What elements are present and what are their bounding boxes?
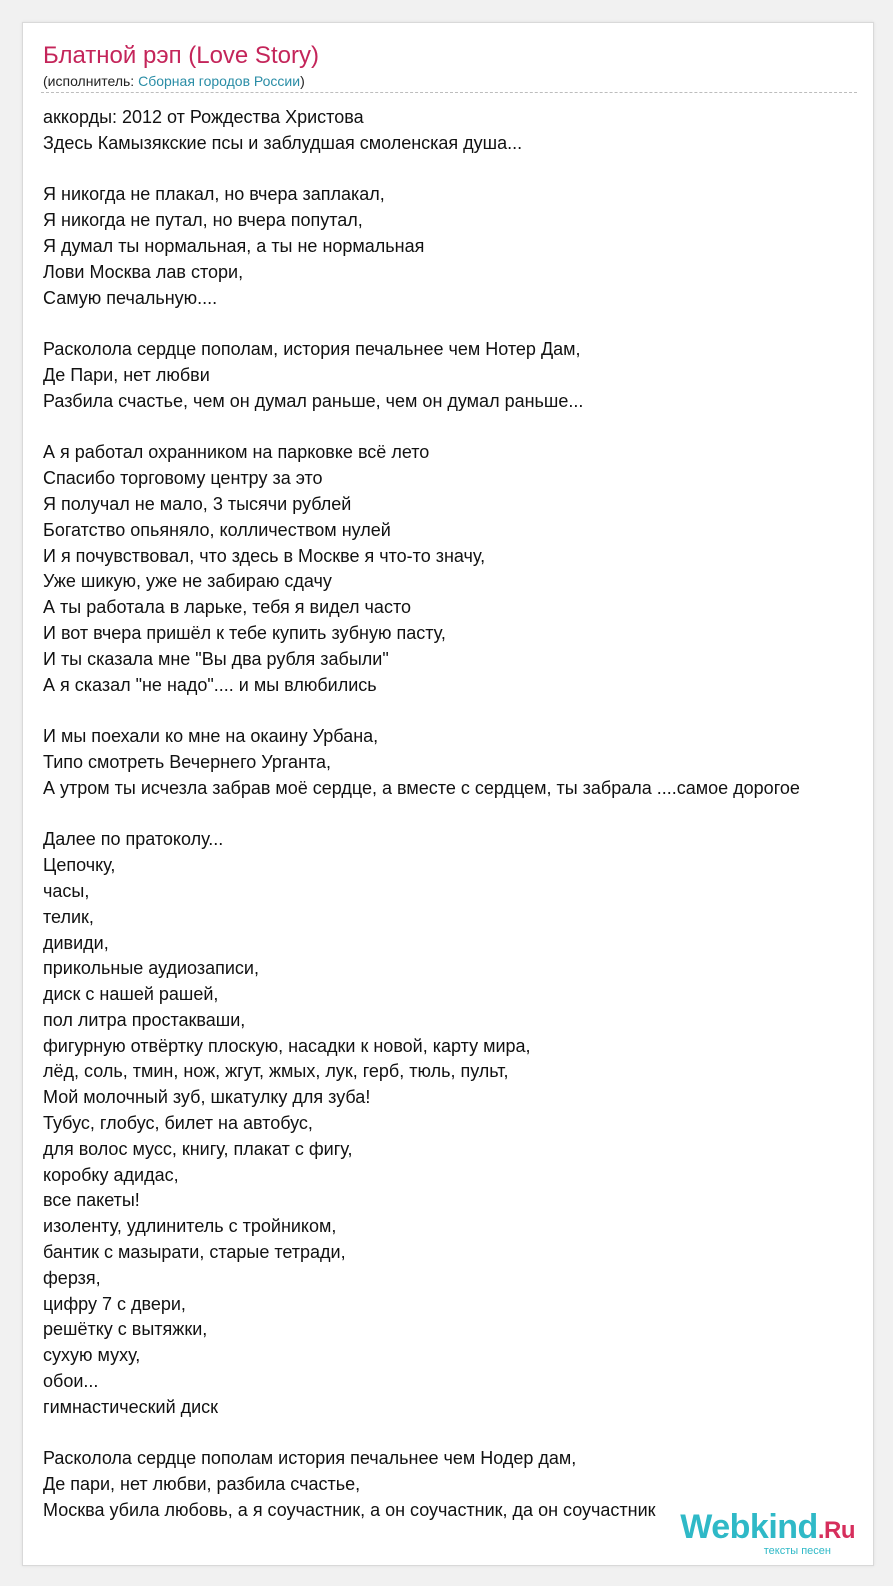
lyric-line xyxy=(43,802,874,828)
artist-byline xyxy=(43,72,305,90)
lyric-line: Спасибо торговому центру за это xyxy=(43,468,323,489)
lyric-line: бантик с мазырати, старые тетради, xyxy=(43,1242,346,1263)
lyric-line: пол литра простакваши, xyxy=(43,1009,246,1030)
webkind-brand-name: Webkind xyxy=(680,1508,818,1546)
lyric-line: Я получал не мало, 3 тысячи рублей xyxy=(43,493,352,514)
webkind-brand xyxy=(680,1510,855,1548)
lyric-line: лёд, соль, тмин, нож, жгут, жмых, лук, герб, тюль, пульт, xyxy=(43,1061,509,1082)
lyric-line: Далее по пратоколу... xyxy=(43,829,224,850)
lyric-line: Я думал ты нормальная, а ты не нормальная xyxy=(43,235,425,256)
lyric-line: Лови Москва лав стори, xyxy=(43,261,244,282)
lyric-line xyxy=(43,311,874,337)
lyric-line: коробку адидас, xyxy=(43,1164,179,1185)
lyric-line: Де Пари, нет любви xyxy=(43,364,210,385)
lyric-line: И вот вчера пришёл к тебе купить зубную пасту, xyxy=(43,622,446,643)
byline-suffix: ) xyxy=(300,73,305,89)
lyric-line: часы, xyxy=(43,880,90,901)
lyrics-text xyxy=(43,105,874,1524)
lyric-line: Уже шикую, уже не забираю сдачу xyxy=(43,571,332,592)
lyric-line: ферзя, xyxy=(43,1267,101,1288)
lyric-line: фигурную отвёртку плоскую, насадки к новой, карту мира, xyxy=(43,1035,531,1056)
lyric-line: решётку с вытяжки, xyxy=(43,1319,208,1340)
lyric-line: Цепочку, xyxy=(43,855,116,876)
lyric-line xyxy=(43,1421,874,1447)
lyric-line: Расколола сердце пополам, история печальнее чем Нотер Дам, xyxy=(43,339,581,360)
lyric-line xyxy=(43,157,874,183)
lyric-line: Разбила счастье, чем он думал раньше, чем он думал раньше... xyxy=(43,390,584,411)
lyric-line: И ты сказала мне "Вы два рубля забыли" xyxy=(43,648,389,669)
lyric-line: для волос мусс, книгу, плакат с фигу, xyxy=(43,1138,353,1159)
lyric-line: телик, xyxy=(43,906,94,927)
lyric-line: Де пари, нет любви, разбила счастье, xyxy=(43,1474,361,1495)
lyric-line: А я сказал "не надо".... и мы влюбились xyxy=(43,674,377,695)
lyric-line: Тубус, глобус, билет на автобус, xyxy=(43,1113,313,1134)
lyric-line: гимнастический диск xyxy=(43,1396,219,1417)
lyric-line: сухую муху, xyxy=(43,1345,141,1366)
lyric-line: изоленту, удлинитель с тройником, xyxy=(43,1216,337,1237)
song-title: Блатной рэп (Love Story) xyxy=(43,42,319,69)
lyric-line: диск с нашей рашей, xyxy=(43,984,219,1005)
byline-prefix: (исполнитель: xyxy=(43,73,139,89)
webkind-tagline: тексты песен xyxy=(763,1545,831,1557)
lyric-line: А утром ты исчезла забрав моё сердце, а вместе с сердцем, ты забрала ....самое дорогое xyxy=(43,777,800,798)
lyric-line: Типо смотреть Вечернего Урганта, xyxy=(43,751,332,772)
lyric-line: цифру 7 с двери, xyxy=(43,1293,186,1314)
lyric-line: И я почувствовал, что здесь в Москве я что-то значу, xyxy=(43,545,486,566)
lyric-line: А я работал охранником на парковке всё лето xyxy=(43,442,430,463)
lyric-line: прикольные аудиозаписи, xyxy=(43,958,259,979)
webkind-brand-tld: .Ru xyxy=(817,1517,855,1544)
lyric-line: Расколола сердце пополам история печальнее чем Нодер дам, xyxy=(43,1448,577,1469)
lyric-line: И мы поехали ко мне на окаину Урбана, xyxy=(43,726,379,747)
lyric-line: Москва убила любовь, а я соучастник, а он соучастник, да он соучастник xyxy=(43,1500,656,1521)
lyric-line: Мой молочный зуб, шкатулку для зуба! xyxy=(43,1087,371,1108)
lyric-line: Я никогда не плакал, но вчера заплакал, xyxy=(43,184,385,205)
lyric-line xyxy=(43,415,874,441)
artist-link[interactable]: Сборная городов России xyxy=(138,73,301,89)
lyric-line: Здесь Камызякские псы и заблудшая смоленская душа... xyxy=(43,132,523,153)
lyric-line: Богатство опьяняло, колличеством нулей xyxy=(43,519,391,540)
lyrics-card xyxy=(22,22,874,1566)
lyric-line: Я никогда не путал, но вчера попутал, xyxy=(43,210,363,231)
lyric-line: Самую печальную.... xyxy=(43,287,218,308)
header-divider xyxy=(41,92,857,93)
lyric-line: обои... xyxy=(43,1371,99,1392)
lyric-line: все пакеты! xyxy=(43,1190,140,1211)
webkind-logo xyxy=(674,1510,855,1557)
lyric-line xyxy=(43,698,874,724)
lyric-line: аккорды: 2012 от Рождества Христова xyxy=(43,107,364,127)
lyric-line: А ты работала в ларьке, тебя я видел часто xyxy=(43,597,411,618)
lyric-line: дивиди, xyxy=(43,932,109,953)
